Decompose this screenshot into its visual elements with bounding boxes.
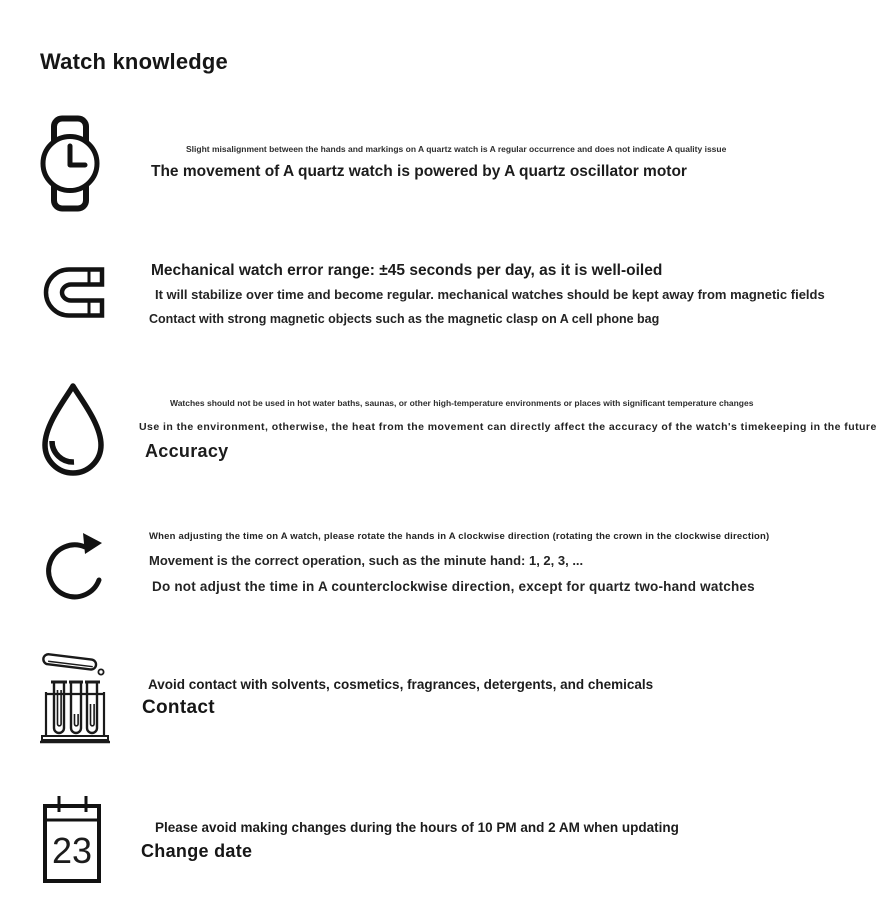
page-title: Watch knowledge xyxy=(40,48,228,74)
section-rotation-line3: Do not adjust the time in A counterclockwise direction, except for quartz two-hand watches xyxy=(152,579,755,594)
clockwise-rotation-icon xyxy=(42,527,108,607)
section-contact-line: Avoid contact with solvents, cosmetics, fragrances, detergents, and chemicals xyxy=(148,677,654,692)
section-date-heading: Change date xyxy=(141,841,253,861)
test-tubes-icon xyxy=(38,648,110,744)
section-accuracy-heading: Accuracy xyxy=(145,441,229,461)
section-rotation-note: When adjusting the time on A watch, please rotate the hands in A clockwise direction (rotating the crown in the clockwise direction) xyxy=(149,531,770,542)
section-quartz-heading: The movement of A quartz watch is powered by A quartz oscillator motor xyxy=(151,163,687,180)
section-date-line: Please avoid making changes during the hours of 10 PM and 2 AM when updating xyxy=(155,820,679,835)
section-temperature-note: Watches should not be used in hot water baths, saunas, or other high-temperature environments or places with significant temperature changes xyxy=(170,398,754,408)
calendar-day-number: 23 xyxy=(51,830,93,871)
wristwatch-icon xyxy=(37,115,103,212)
section-magnet-heading: Mechanical watch error range: ±45 seconds per day, as it is well-oiled xyxy=(151,262,663,279)
section-contact-heading: Contact xyxy=(142,697,215,718)
magnet-icon xyxy=(42,265,106,323)
section-rotation-line2: Movement is the correct operation, such as the minute hand: 1, 2, 3, ... xyxy=(149,553,584,568)
section-quartz-note: Slight misalignment between the hands and markings on A quartz watch is A regular occurrence and does not indicate A quality issue xyxy=(186,144,727,154)
section-magnet-line2: It will stabilize over time and become regular. mechanical watches should be kept away from magnetic fields xyxy=(155,287,825,302)
section-temperature-line2: Use in the environment, otherwise, the heat from the movement can directly affect the accuracy of the watch's timekeeping in the future xyxy=(139,421,877,433)
section-magnet-line3: Contact with strong magnetic objects such as the magnetic clasp on A cell phone bag xyxy=(149,312,660,326)
calendar-icon xyxy=(40,793,104,885)
water-drop-icon xyxy=(38,382,108,480)
